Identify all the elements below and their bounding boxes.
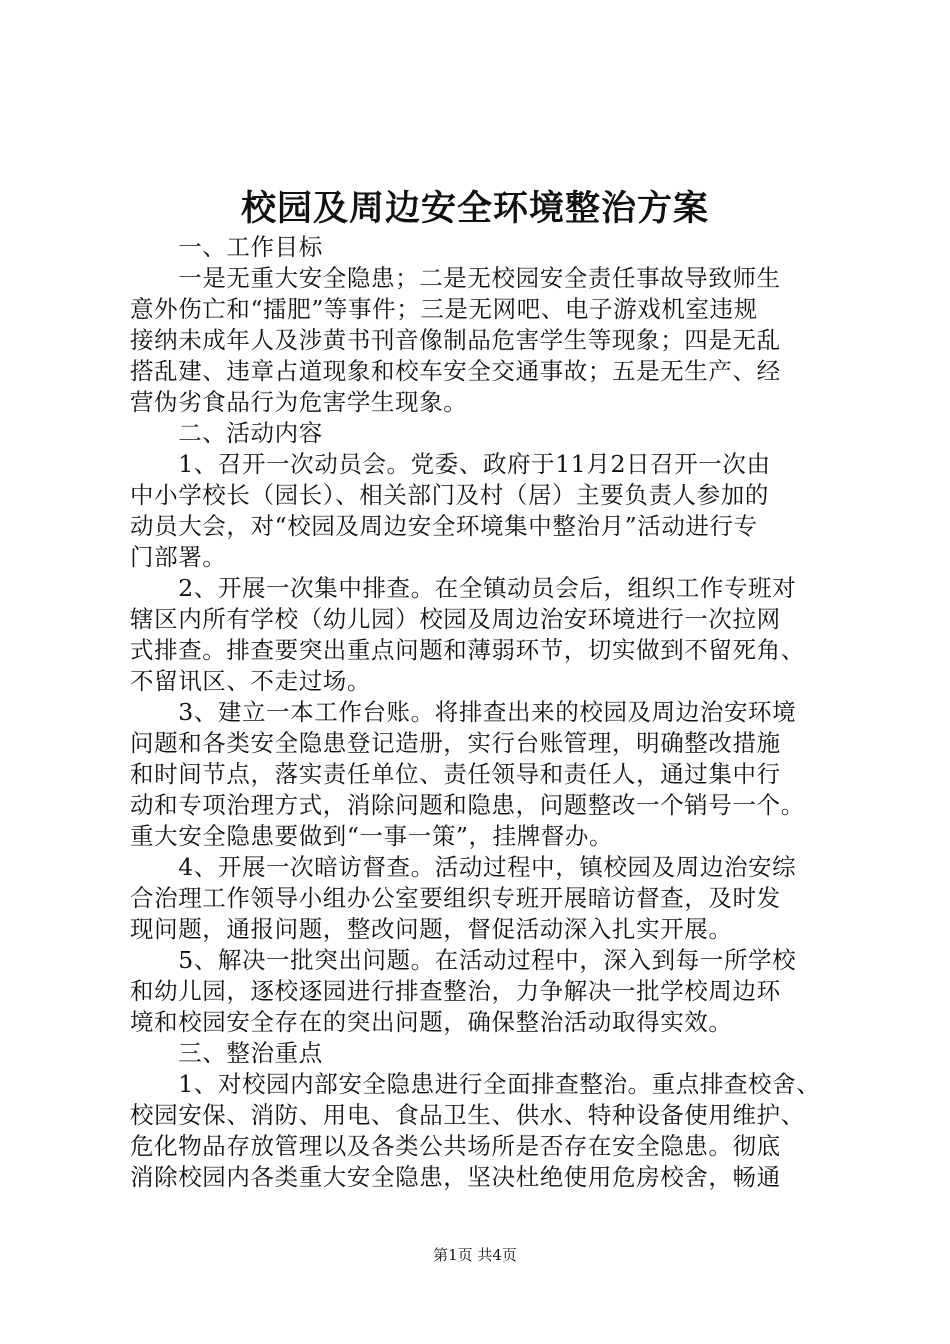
body-line: 消除校园内各类重大安全隐患，坚决杜绝使用危房校舍，畅通	[130, 1163, 781, 1191]
body-line: 不留讯区、不走过场。	[130, 667, 371, 695]
body-line: 合治理工作领导小组办公室要组织专班开展暗访督查，及时发	[130, 884, 781, 912]
body-line: 2、开展一次集中排查。在全镇动员会后，组织工作专班对	[130, 574, 797, 602]
body-line: 现问题，通报问题，整改问题，督促活动深入扎实开展。	[130, 915, 733, 943]
body-line: 和时间节点，落实责任单位、责任领导和责任人，通过集中行	[130, 760, 781, 788]
body-line: 中小学校长（园长）、相关部门及村（居）主要负责人参加的	[130, 481, 769, 509]
body-line: 辖区内所有学校（幼儿园）校园及周边治安环境进行一次拉网	[130, 605, 781, 633]
body-line: 接纳未成年人及涉黄书刊音像制品危害学生等现象；四是无乱	[130, 326, 781, 354]
body-line: 校园安保、消防、用电、食品卫生、供水、特种设备使用维护、	[130, 1101, 805, 1129]
body-line: 动员大会，对“校园及周边安全环境集中整治月”活动进行专	[130, 512, 758, 540]
body-line: 境和校园安全存在的突出问题，确保整治活动取得实效。	[130, 1008, 733, 1036]
body-line: 1、召开一次动员会。党委、政府于11月2日召开一次由	[130, 450, 771, 478]
body-line: 4、开展一次暗访督查。活动过程中，镇校园及周边治安综	[130, 853, 797, 881]
body-line: 二、活动内容	[130, 419, 323, 447]
document-body	[130, 232, 830, 1193]
body-line: 搭乱建、违章占道现象和校车安全交通事故；五是无生产、经	[130, 357, 781, 385]
body-line: 3、建立一本工作台账。将排查出来的校园及周边治安环境	[130, 698, 797, 726]
body-line: 一是无重大安全隐患；二是无校园安全责任事故导致师生	[130, 264, 781, 292]
body-line: 意外伤亡和“擂肥”等事件；三是无网吧、电子游戏机室违规	[130, 295, 758, 323]
body-line: 式排查。排查要突出重点问题和薄弱环节，切实做到不留死角、	[130, 636, 805, 664]
body-line: 门部署。	[130, 543, 227, 571]
body-line: 和幼儿园，逐校逐园进行排查整治，力争解决一批学校周边环	[130, 977, 781, 1005]
document-title: 校园及周边安全环境整治方案	[240, 188, 709, 229]
body-line: 1、对校园内部安全隐患进行全面排查整治。重点排查校舍、	[130, 1070, 821, 1098]
body-line: 重大安全隐患要做到“一事一策”，挂牌督办。	[130, 822, 614, 850]
body-line: 营伪劣食品行为危害学生现象。	[130, 388, 468, 416]
body-line: 动和专项治理方式，消除问题和隐患，问题整改一个销号一个。	[130, 791, 805, 819]
body-line: 三、整治重点	[130, 1039, 323, 1067]
body-line: 问题和各类安全隐患登记造册，实行台账管理，明确整改措施	[130, 729, 781, 757]
body-line: 危化物品存放管理以及各类公共场所是否存在安全隐患。彻底	[130, 1132, 781, 1160]
page-footer: 第1页 共4页	[433, 1246, 517, 1264]
body-line: 一、工作目标	[130, 233, 323, 261]
body-line: 5、解决一批突出问题。在活动过程中，深入到每一所学校	[130, 946, 797, 974]
